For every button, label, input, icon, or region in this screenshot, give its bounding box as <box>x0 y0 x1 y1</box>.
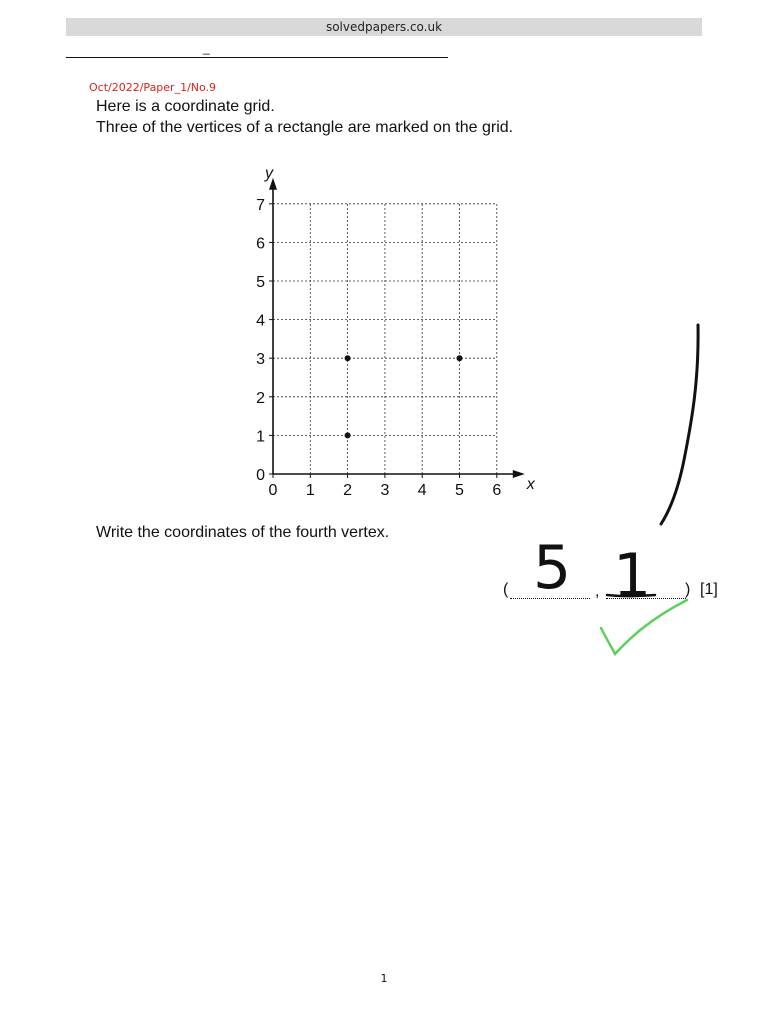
answer-comma: , <box>595 583 600 600</box>
answer-marks: [1] <box>700 581 718 598</box>
x-axis-label: x <box>526 476 535 493</box>
x-axis-arrow <box>513 470 525 478</box>
check-mark-icon <box>601 600 687 654</box>
handwritten-stroke-line <box>661 325 698 524</box>
question-reference: Oct/2022/Paper_1/No.9 <box>89 81 217 94</box>
vertex-point <box>345 355 351 361</box>
site-header-bar <box>66 18 702 36</box>
y-tick-label: 4 <box>256 312 265 330</box>
x-tick-label: 4 <box>417 482 427 499</box>
x-tick-label: 6 <box>492 482 502 499</box>
handwritten-underline <box>607 595 655 596</box>
answer-x-field[interactable] <box>510 598 590 599</box>
header-dash: _ <box>203 41 210 55</box>
x-tick-label: 0 <box>268 482 278 499</box>
x-tick-label: 5 <box>455 482 464 499</box>
handwritten-answer-x: 5 <box>533 533 572 603</box>
question-line-1: Here is a coordinate grid. <box>96 98 275 115</box>
y-tick-label: 0 <box>256 467 265 484</box>
site-name: solvedpapers.co.uk <box>325 20 443 34</box>
answer-y-field[interactable] <box>606 598 686 599</box>
vertex-point <box>457 355 463 361</box>
handwritten-answer-y: 1 <box>613 541 652 611</box>
header-rule <box>66 57 448 58</box>
y-tick-label: 3 <box>256 351 265 369</box>
y-tick-label: 5 <box>256 274 265 291</box>
question-instruction: Write the coordinates of the fourth vertex. <box>96 524 390 541</box>
y-tick-label: 2 <box>256 389 265 407</box>
page-number: 1 <box>380 972 388 985</box>
y-axis-label: y <box>265 164 273 182</box>
answer-close-paren: ) <box>685 581 691 598</box>
question-line-2: Three of the vertices of a rectangle are marked on the grid. <box>96 119 514 136</box>
x-tick-label: 1 <box>305 482 315 499</box>
x-tick-label: 2 <box>343 482 353 499</box>
y-tick-label: 7 <box>256 196 265 214</box>
y-tick-label: 1 <box>256 428 265 446</box>
coordinate-grid <box>240 158 540 508</box>
vertex-point <box>345 432 351 438</box>
x-tick-label: 3 <box>380 482 390 499</box>
y-tick-label: 6 <box>256 235 265 253</box>
answer-open-paren: ( <box>503 581 509 598</box>
